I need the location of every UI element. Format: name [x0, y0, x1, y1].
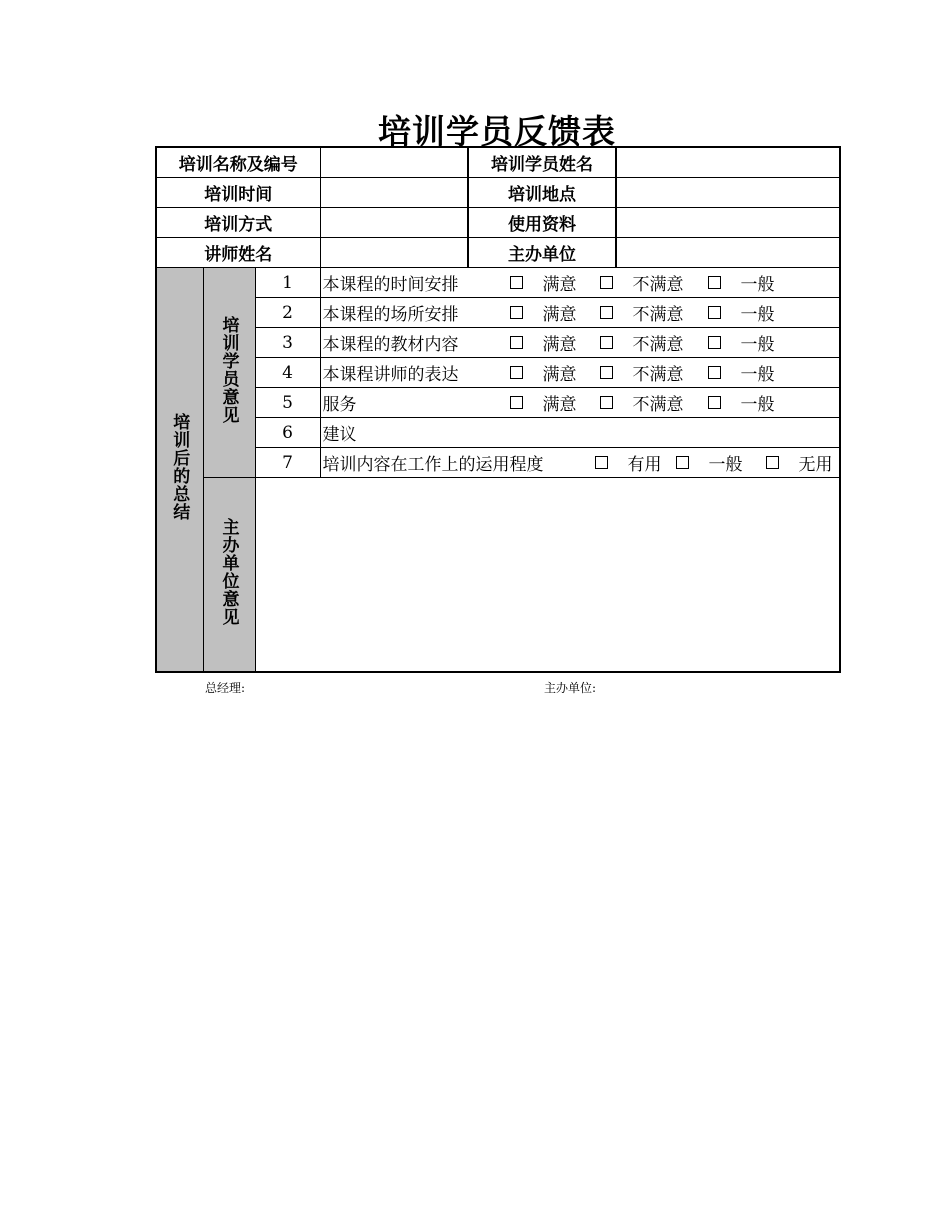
option-unsatisfied: 不满意	[632, 275, 684, 295]
question-row-5	[156, 388, 840, 418]
section-summary	[156, 268, 203, 673]
option-unsatisfied: 不满意	[632, 305, 684, 325]
option-average: 一般	[740, 275, 775, 295]
question-row-3	[156, 328, 840, 358]
question-number: 4	[255, 358, 320, 388]
question-number: 6	[255, 418, 320, 448]
option-average: 一般	[740, 335, 775, 355]
question-number: 1	[255, 268, 320, 298]
option-unsatisfied: 不满意	[632, 365, 684, 385]
page-title: 培训学员反馈表	[378, 112, 616, 151]
header-row-2	[156, 178, 840, 208]
section-trainee-opinion	[203, 268, 255, 478]
checkbox-average[interactable]	[708, 306, 721, 319]
label-course-name: 培训名称及编号	[156, 147, 320, 178]
organizer-opinion-row	[156, 478, 840, 673]
checkbox-unsatisfied[interactable]	[600, 306, 613, 319]
field-lecturer-name[interactable]	[320, 238, 468, 268]
question-row-4	[156, 358, 840, 388]
option-satisfied: 满意	[542, 275, 577, 295]
question-cell	[320, 448, 840, 478]
checkbox-average[interactable]	[708, 276, 721, 289]
question-number: 3	[255, 328, 320, 358]
question-row-2	[156, 298, 840, 328]
label-materials-used: 使用资料	[468, 208, 616, 238]
option-unsatisfied: 不满意	[632, 395, 684, 415]
checkbox-average[interactable]	[708, 366, 721, 379]
label-training-method: 培训方式	[156, 208, 320, 238]
field-organizer[interactable]	[616, 238, 840, 268]
checkbox-average[interactable]	[708, 396, 721, 409]
question-number: 2	[255, 298, 320, 328]
checkbox-satisfied[interactable]	[510, 366, 523, 379]
footer-organizer: 主办单位:	[544, 681, 597, 695]
checkbox-useless[interactable]	[766, 456, 779, 469]
question-cell	[320, 298, 840, 328]
section-organizer-opinion	[203, 478, 255, 673]
question-number: 5	[255, 388, 320, 418]
question-text: 培训内容在工作上的运用程度	[322, 455, 544, 475]
checkbox-satisfied[interactable]	[510, 396, 523, 409]
suggestion-field[interactable]	[320, 418, 840, 448]
usage-row	[156, 448, 840, 478]
suggestion-label: 建议	[322, 425, 357, 445]
label-training-time: 培训时间	[156, 178, 320, 208]
header-row-3	[156, 208, 840, 238]
option-satisfied: 满意	[542, 365, 577, 385]
question-row-1	[156, 268, 840, 298]
checkbox-useful[interactable]	[595, 456, 608, 469]
field-training-location[interactable]	[616, 178, 840, 208]
checkbox-unsatisfied[interactable]	[600, 336, 613, 349]
question-text: 本课程的场所安排	[322, 305, 459, 325]
question-text: 服务	[322, 395, 357, 415]
checkbox-average[interactable]	[708, 336, 721, 349]
option-average: 一般	[740, 365, 775, 385]
question-text: 本课程的时间安排	[322, 275, 459, 295]
question-cell	[320, 328, 840, 358]
option-satisfied: 满意	[542, 395, 577, 415]
field-training-time[interactable]	[320, 178, 468, 208]
question-text: 本课程的教材内容	[322, 335, 459, 355]
checkbox-unsatisfied[interactable]	[600, 396, 613, 409]
option-useless: 无用	[798, 455, 833, 475]
suggestion-row	[156, 418, 840, 448]
field-training-method[interactable]	[320, 208, 468, 238]
checkbox-satisfied[interactable]	[510, 336, 523, 349]
question-number: 7	[255, 448, 320, 478]
label-organizer: 主办单位	[468, 238, 616, 268]
checkbox-satisfied[interactable]	[510, 276, 523, 289]
checkbox-unsatisfied[interactable]	[600, 366, 613, 379]
question-text: 本课程讲师的表达	[322, 365, 459, 385]
question-cell	[320, 388, 840, 418]
section-organizer-opinion-label: 主办单位意见	[218, 518, 239, 626]
question-cell	[320, 358, 840, 388]
option-satisfied: 满意	[542, 335, 577, 355]
option-average: 一般	[740, 395, 775, 415]
header-row-1	[156, 147, 840, 178]
label-lecturer-name: 讲师姓名	[156, 238, 320, 268]
option-useful: 有用	[627, 455, 662, 475]
field-course-name[interactable]	[320, 147, 468, 178]
header-row-4	[156, 238, 840, 268]
section-summary-label: 培训后的总结	[169, 413, 190, 521]
option-average: 一般	[740, 305, 775, 325]
footer-general-manager: 总经理:	[205, 681, 246, 695]
checkbox-unsatisfied[interactable]	[600, 276, 613, 289]
field-trainee-name[interactable]	[616, 147, 840, 178]
organizer-opinion-field[interactable]	[255, 478, 840, 673]
feedback-form-table	[155, 146, 841, 673]
option-satisfied: 满意	[542, 305, 577, 325]
question-cell	[320, 268, 840, 298]
checkbox-average[interactable]	[676, 456, 689, 469]
option-unsatisfied: 不满意	[632, 335, 684, 355]
label-training-location: 培训地点	[468, 178, 616, 208]
section-trainee-opinion-label: 培训学员意见	[218, 316, 239, 424]
label-trainee-name: 培训学员姓名	[468, 147, 616, 178]
option-average: 一般	[708, 455, 743, 475]
checkbox-satisfied[interactable]	[510, 306, 523, 319]
field-materials-used[interactable]	[616, 208, 840, 238]
